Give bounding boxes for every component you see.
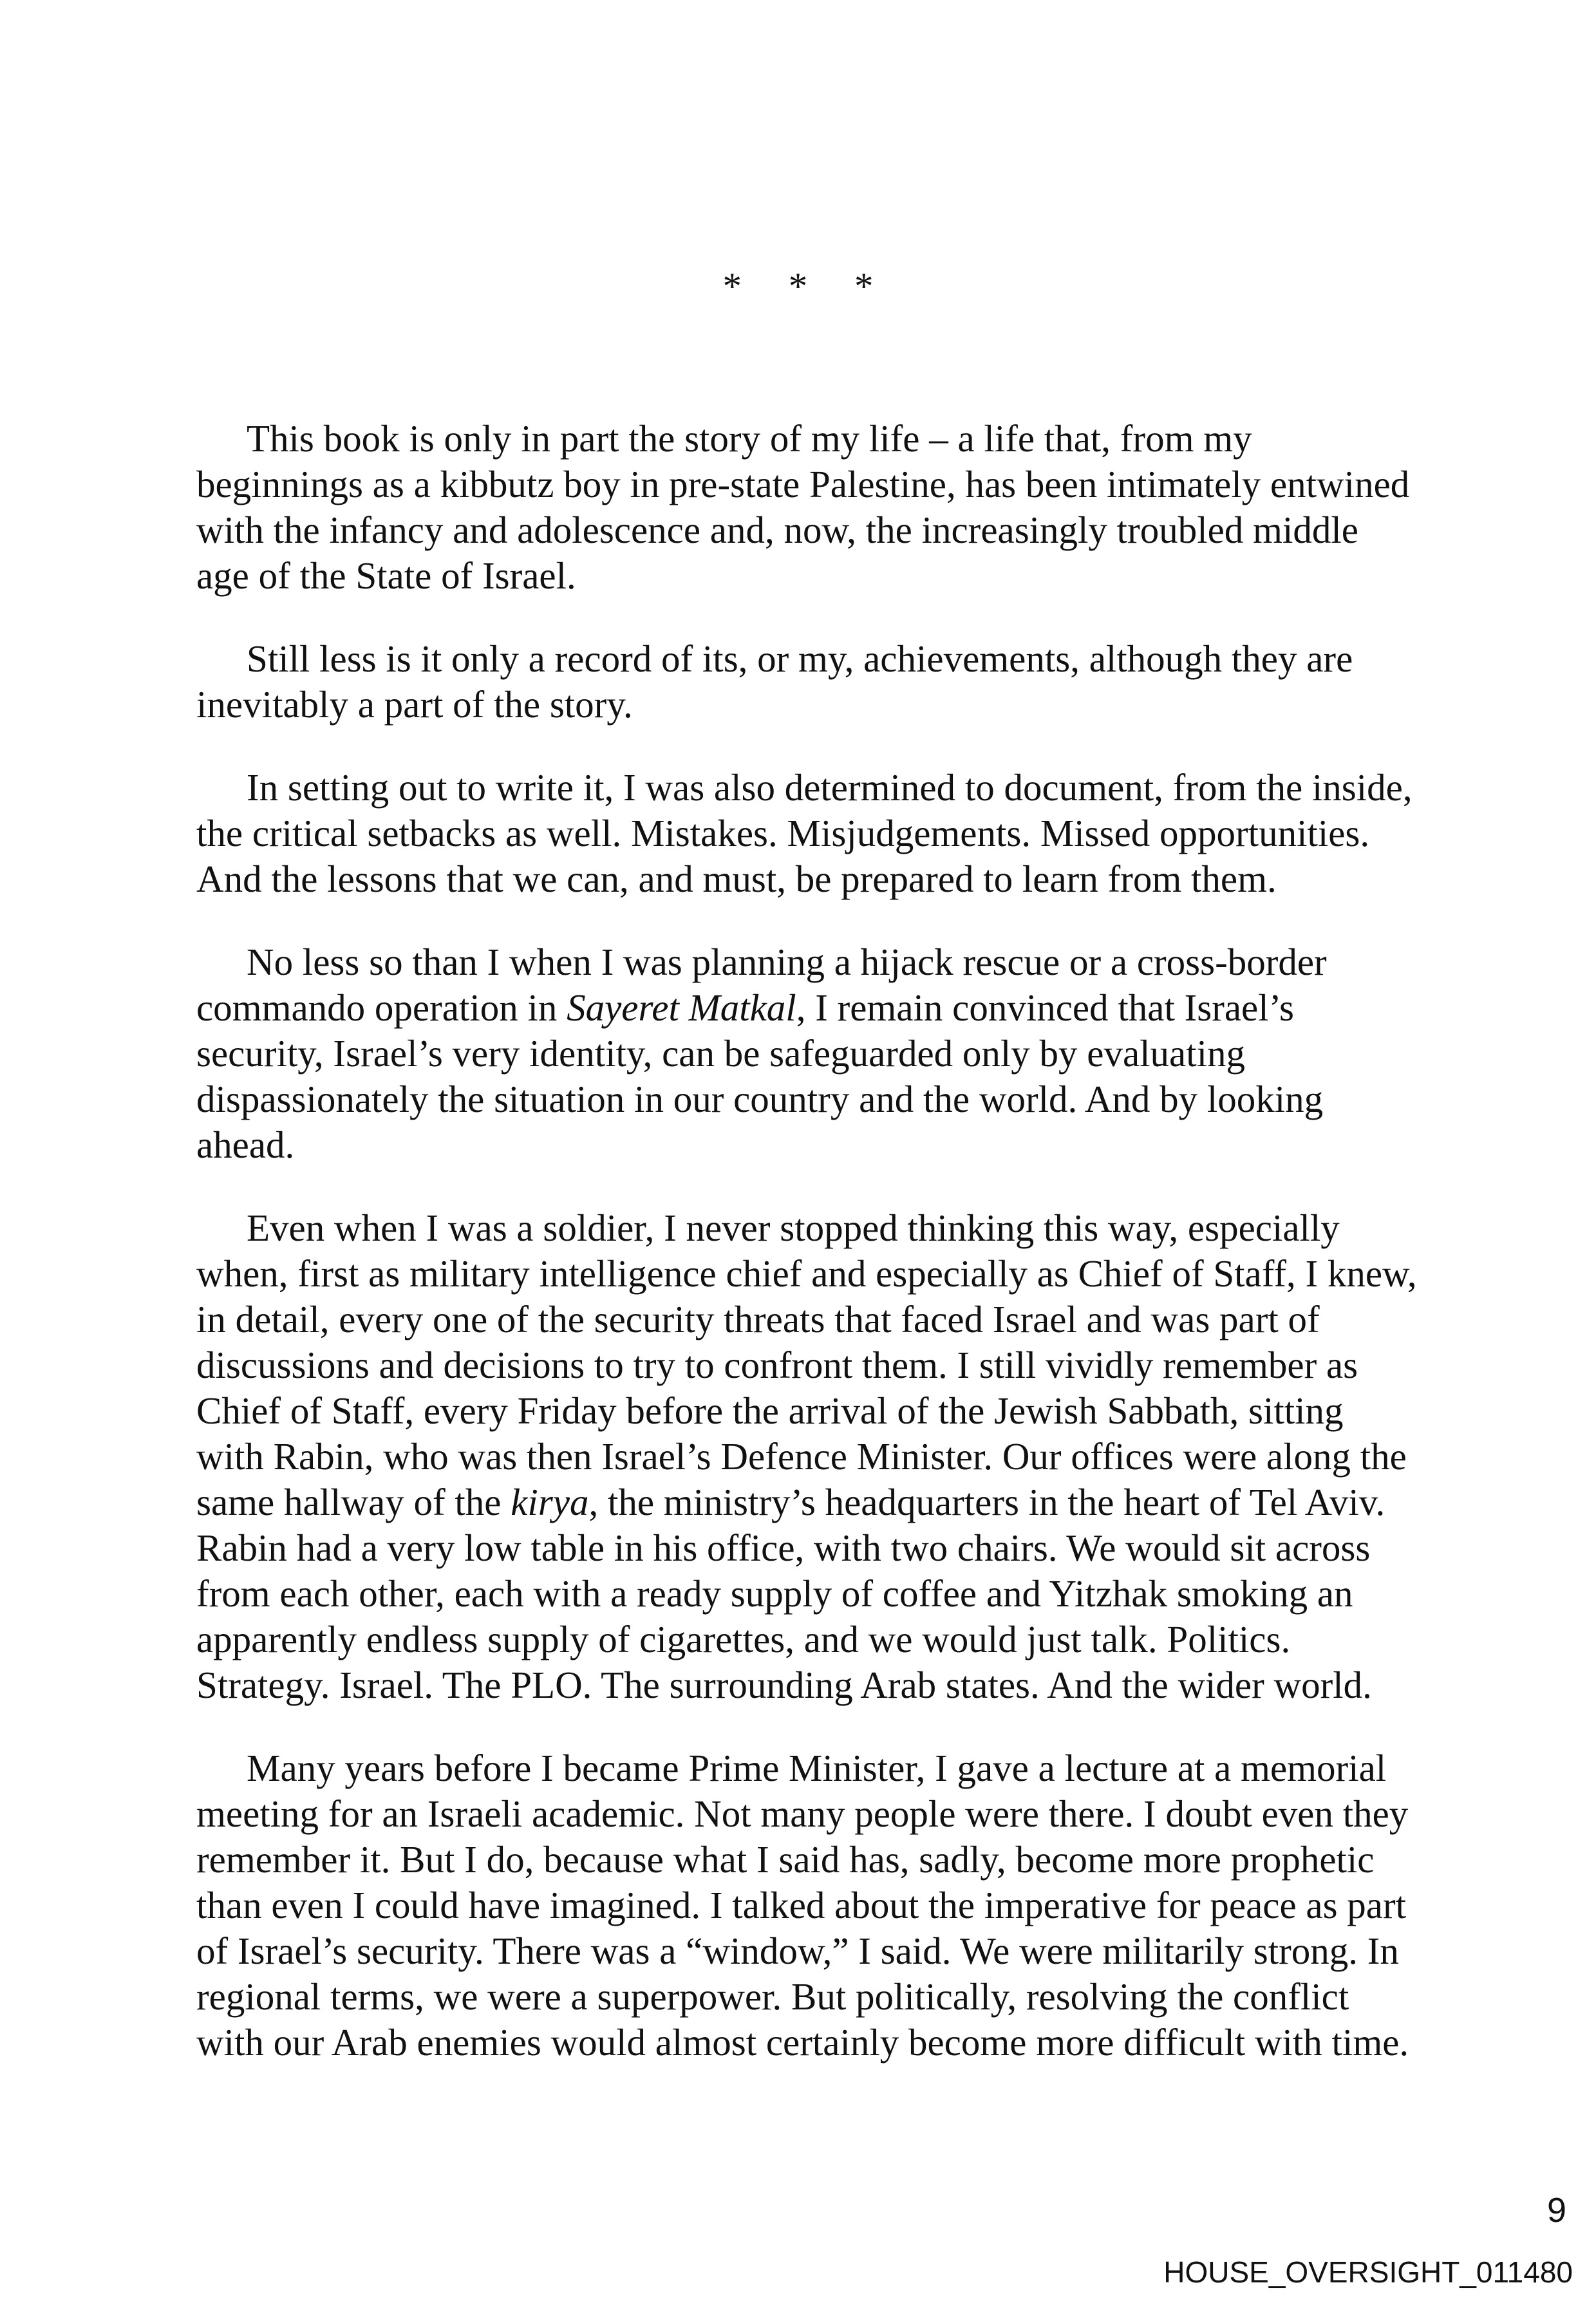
text-line: remember it. But I do, because what I said has, sadly, become more prophetic bbox=[196, 1838, 1375, 1881]
text-line: of Israel’s security. There was a “window,” I said. We were militarily strong. In bbox=[196, 1930, 1399, 1972]
text-line: when, first as military intelligence chief and especially as Chief of Staff, I knew, bbox=[196, 1252, 1417, 1295]
text-line: This book is only in part the story of my life – a life that, from my bbox=[247, 417, 1252, 460]
text-line: inevitably a part of the story. bbox=[196, 683, 633, 726]
text-line: age of the State of Israel. bbox=[196, 554, 576, 597]
text-line: dispassionately the situation in our country and the world. And by looking bbox=[196, 1078, 1324, 1120]
text-line: than even I could have imagined. I talked about the imperative for peace as part bbox=[196, 1884, 1407, 1926]
text-line: Still less is it only a record of its, or my, achievements, although they are bbox=[247, 637, 1353, 680]
text-line: meeting for an Israeli academic. Not many people were there. I doubt even they bbox=[196, 1792, 1409, 1835]
text-line: with the infancy and adolescence and, now, the increasingly troubled middle bbox=[196, 509, 1358, 551]
text-line: in detail, every one of the security threats that faced Israel and was part of bbox=[196, 1298, 1320, 1340]
text-line: regional terms, we were a superpower. But politically, resolving the conflict bbox=[196, 1975, 1349, 2018]
text-line: In setting out to write it, I was also determined to document, from the inside, bbox=[247, 766, 1413, 809]
text-line: apparently endless supply of cigarettes, and we would just talk. Politics. bbox=[196, 1618, 1291, 1660]
text-line: ahead. bbox=[196, 1123, 295, 1166]
text-line: with our Arab enemies would almost certainly become more difficult with time. bbox=[196, 2021, 1409, 2063]
text-line: discussions and decisions to try to confront them. I still vividly remember as bbox=[196, 1344, 1358, 1386]
text-line: with Rabin, who was then Israel’s Defence Minister. Our offices were along the bbox=[196, 1435, 1407, 1478]
bates-stamp: HOUSE_OVERSIGHT_011480 bbox=[1163, 2255, 1573, 2289]
text-line: from each other, each with a ready supply of coffee and Yitzhak smoking an bbox=[196, 1572, 1353, 1615]
text-line: And the lessons that we can, and must, be prepared to learn from them. bbox=[196, 858, 1277, 900]
text-line: Even when I was a soldier, I never stopped thinking this way, especially bbox=[247, 1207, 1340, 1249]
section-break-asterisks: * * * bbox=[722, 265, 874, 307]
text-line: security, Israel’s very identity, can be safeguarded only by evaluating bbox=[196, 1032, 1246, 1075]
text-line: Strategy. Israel. The PLO. The surrounding Arab states. And the wider world. bbox=[196, 1664, 1372, 1706]
paragraph bbox=[196, 765, 1413, 902]
paragraph bbox=[196, 1745, 1407, 2065]
text-line: the critical setbacks as well. Mistakes. Misjudgements. Missed opportunities. bbox=[196, 812, 1370, 854]
text-line: Many years before I became Prime Minister, I gave a lecture at a memorial bbox=[247, 1747, 1387, 1789]
paragraph bbox=[196, 636, 1407, 728]
page-number: 9 bbox=[1546, 2191, 1566, 2230]
text-line: commando operation in Sayeret Matkal, I remain convinced that Israel’s bbox=[196, 986, 1294, 1029]
text-line: same hallway of the kirya, the ministry’s headquarters in the heart of Tel Aviv. bbox=[196, 1481, 1385, 1523]
text-line: No less so than I when I was planning a hijack rescue or a cross-border bbox=[247, 941, 1327, 983]
text-line: Chief of Staff, every Friday before the arrival of the Jewish Sabbath, sitting bbox=[196, 1389, 1344, 1432]
text-line: beginnings as a kibbutz boy in pre-state Palestine, has been intimately entwined bbox=[196, 463, 1410, 505]
paragraph bbox=[196, 416, 1410, 599]
body-text bbox=[196, 416, 1417, 2065]
text-line: Rabin had a very low table in his office, with two chairs. We would sit across bbox=[196, 1527, 1371, 1569]
paragraph bbox=[196, 1205, 1417, 1708]
paragraph bbox=[196, 939, 1407, 1168]
